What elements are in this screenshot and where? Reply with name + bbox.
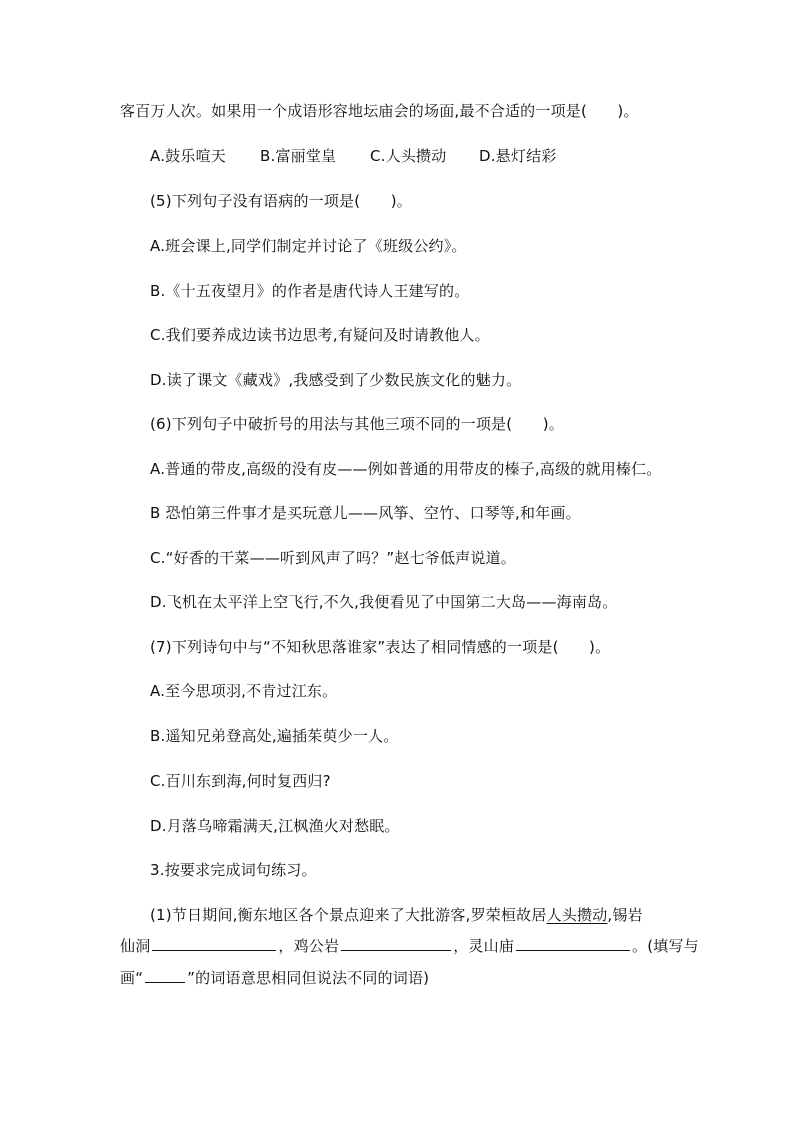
question-5-option-b: B.《十五夜望月》的作者是唐代诗人王建写的。 — [150, 282, 470, 300]
question-7-stem: (7)下列诗句中与“不知秋思落谁家”表达了相同情感的一项是( )。 — [150, 638, 611, 656]
answer-blank-2[interactable] — [341, 935, 451, 951]
question-5-option-c: C.我们要养成边读书边思考,有疑问及时请教他人。 — [150, 326, 490, 344]
question-5-stem: (5)下列句子没有语病的一项是( )。 — [150, 192, 412, 210]
option-b: B.富丽堂皇 — [260, 147, 337, 165]
exercise-1-text: (1)节日期间,衡东地区各个景点迎来了大批游客,罗荣桓故居 — [150, 906, 547, 924]
question-6-option-b: B 恐怕第三件事才是买玩意儿——风筝、空竹、口琴等,和年画。 — [150, 504, 581, 522]
exercise-1-text-end: ,锡岩 — [607, 906, 643, 924]
question-stem-continuation: 客百万人次。如果用一个成语形容地坛庙会的场面,最不合适的一项是( )。 — [120, 102, 639, 120]
question-6-option-c: C.“好香的干菜——听到风声了吗？”赵七爷低声说道。 — [150, 549, 516, 567]
section-3-heading: 3.按要求完成词句练习。 — [150, 861, 317, 879]
quote-underline-sample — [145, 967, 185, 983]
option-c: C.人头攒动 — [370, 147, 447, 165]
answer-blank-1[interactable] — [152, 935, 276, 951]
answer-blank-3[interactable] — [516, 935, 630, 951]
instruction-start: 。(填写与 — [632, 937, 699, 955]
blank-label-3: ，灵山庙 — [453, 937, 515, 955]
blank-label-1: 仙洞 — [120, 937, 151, 955]
option-d: D.悬灯结彩 — [479, 147, 557, 165]
exercise-1-line-3 — [120, 967, 429, 988]
exercise-1-line-1 — [150, 905, 643, 925]
question-5-option-a: A.班会课上,同学们制定并讨论了《班级公约》。 — [150, 237, 467, 255]
question-6-option-a: A.普通的带皮,高级的没有皮——例如普通的用带皮的榛子,高级的就用榛仁。 — [150, 460, 662, 478]
underlined-phrase: 人头攒动 — [546, 906, 608, 924]
instruction-quote-open: 画“ — [120, 969, 144, 987]
question-7-option-c: C.百川东到海,何时复西归? — [150, 772, 331, 790]
question-7-option-a: A.至今思项羽,不肯过江东。 — [150, 682, 338, 700]
question-options-row — [150, 146, 557, 166]
question-6-option-d: D.飞机在太平洋上空飞行,不久,我便看见了中国第二大岛——海南岛。 — [150, 593, 618, 611]
option-a: A.鼓乐喧天 — [150, 147, 226, 165]
question-5-option-d: D.读了课文《藏戏》,我感受到了少数民族文化的魅力。 — [150, 371, 522, 389]
blank-label-2: ，鸡公岩 — [278, 937, 340, 955]
instruction-end: ”的词语意思相同但说法不同的词语) — [187, 969, 430, 987]
question-7-option-b: B.遥知兄弟登高处,遍插茱萸少一人。 — [150, 727, 399, 745]
exercise-1-line-2 — [120, 935, 699, 956]
question-6-stem: (6)下列句子中破折号的用法与其他三项不同的一项是( )。 — [150, 415, 564, 433]
question-7-option-d: D.月落乌啼霜满天,江枫渔火对愁眠。 — [150, 817, 400, 835]
